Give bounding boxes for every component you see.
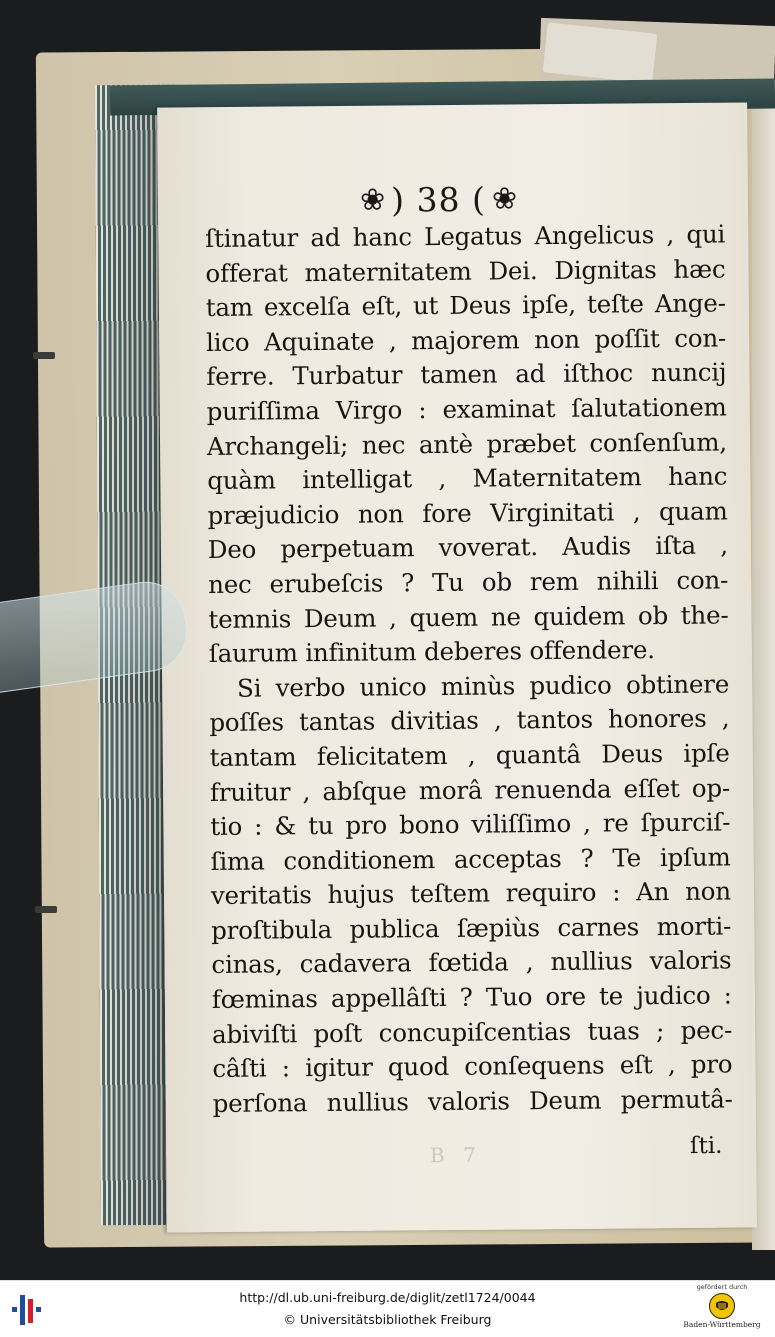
text-line: fruitur , abſque morâ renuenda eſſet op-	[209, 772, 731, 807]
ornament-left: ❀	[359, 182, 386, 218]
clip-pin	[35, 906, 57, 913]
text-line: Si verbo unico minùs pudico obtinere	[236, 669, 730, 703]
signature-mark: B 7	[429, 1142, 482, 1168]
page-text	[205, 217, 733, 1121]
text-line: ſtinatur ad hanc Legatus Angelicus , qui	[205, 219, 726, 253]
clip-pin	[33, 352, 55, 359]
text-line: veritatis hujus teſtem requiro : An non	[210, 876, 731, 911]
page-header	[360, 179, 570, 220]
text-line: tantam felicitatem , quantâ Deus ipſe	[209, 738, 730, 772]
text-line: câſti : igitur quod conſequens eſt , pro	[212, 1049, 733, 1084]
copyright-text: © Universitätsbibliothek Freiburg	[283, 1312, 492, 1327]
text-line: nec erubeſcis ? Tu ob rem nihili con-	[208, 565, 729, 599]
text-line: proſtibula publica ſæpiùs carnes morti-	[211, 911, 732, 945]
text-line: tam excelſa eſt, ut Deus ipſe, teſte Ange-	[205, 288, 726, 323]
text-line: præjudicio non fore Virginitati , quam	[207, 496, 728, 530]
text-line: poſſes tantas divitias , tantos honores ,	[209, 703, 730, 738]
text-line: puriſſima Virgo : examinat ſalutationem	[206, 392, 727, 426]
text-line: Archangeli; nec antè præbet conſenſum,	[206, 427, 728, 461]
text-line: cinas, cadavera fœtida , nullius valoris	[211, 945, 732, 980]
text-line: perſona nullius valoris Deum permutâ-	[212, 1084, 733, 1118]
text-line: quàm intelligat , Maternitatem hanc	[207, 461, 728, 496]
permalink-url[interactable]: http://dl.ub.uni-freiburg.de/diglit/zetl1724/0044	[239, 1290, 536, 1305]
sponsor-label: gefördert durch	[696, 1283, 748, 1291]
text-line: offerat maternitatem Dei. Dignitas hæc	[205, 254, 726, 288]
baden-wuerttemberg-emblem-icon	[709, 1293, 735, 1319]
text-line: lico Aquinate , majorem non poſſit con-	[205, 323, 727, 357]
sponsor-name: Baden-Württemberg	[683, 1320, 761, 1329]
text-line: tio : & tu pro bono viliſſimo , re ſpurciſ-	[210, 807, 731, 842]
text-line: ſima conditionem acceptas ? Te ipſum	[210, 842, 731, 876]
sponsor-block	[672, 1283, 772, 1335]
text-line: abiviſti poſt concupiſcentias tuas ; pec-	[211, 1015, 733, 1049]
ornament-right: ❀	[491, 181, 518, 217]
viewer-footer	[0, 1280, 775, 1337]
text-line: Deo perpetuam voverat. Audis iſta ,	[207, 530, 728, 565]
text-line: ferre. Turbatur tamen ad iſthoc nuncij	[206, 357, 727, 392]
page-number: ) 38 (	[390, 179, 487, 220]
text-line: fœminas appellâſti ? Tuo ore te judico :	[211, 980, 732, 1015]
text-line: ſaurum infinitum deberes offendere.	[208, 635, 655, 669]
text-line: temnis Deum , quem ne quidem ob the-	[208, 599, 729, 634]
catchword: ſti.	[689, 1132, 723, 1160]
